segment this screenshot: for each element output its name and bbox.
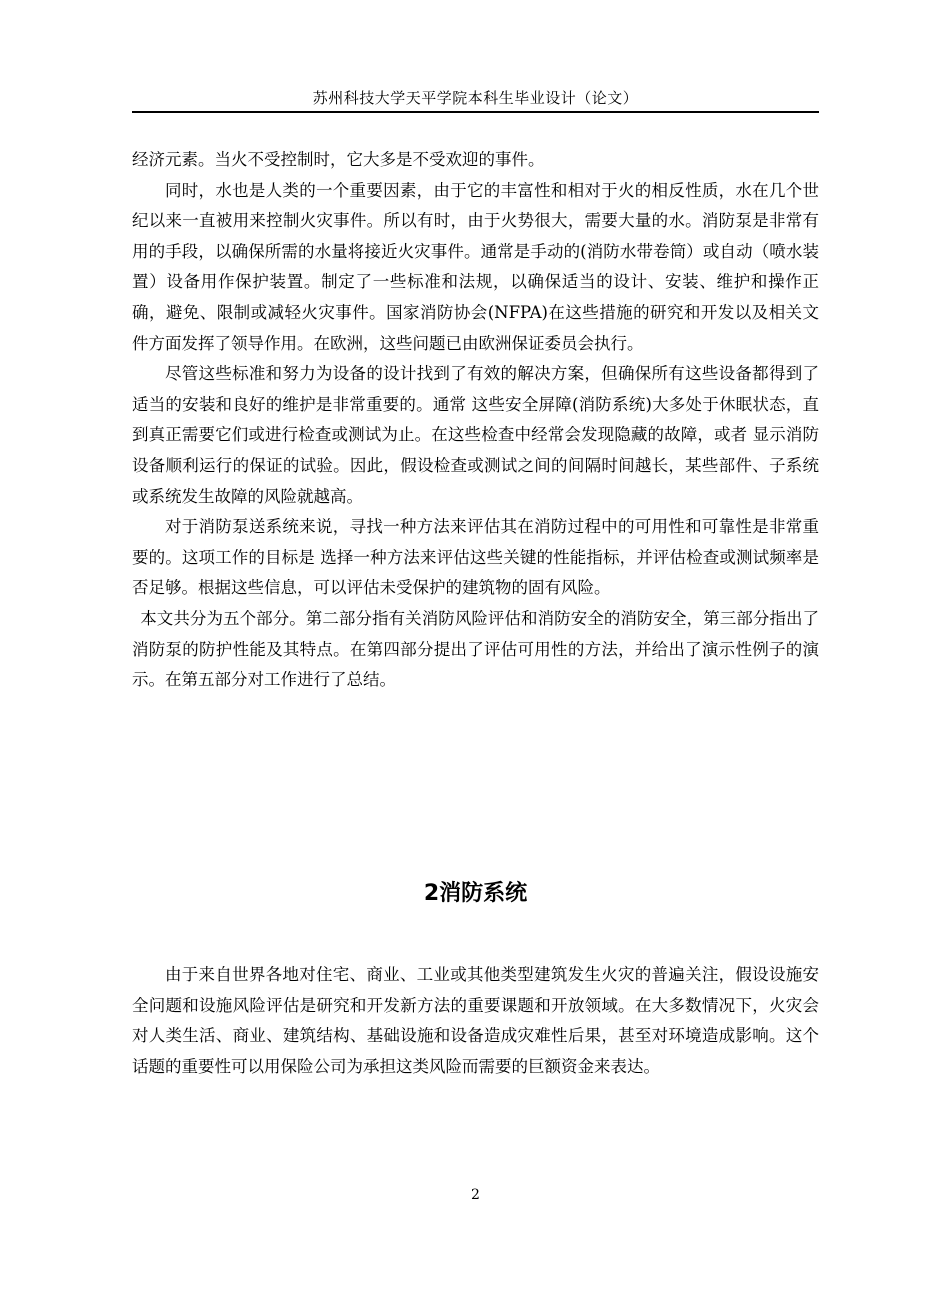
page-header: 苏州科技大学天平学院本科生毕业设计（论文） [312,89,639,107]
body-text [132,145,819,696]
paragraph-outline: 本文共分为五个部分。第二部分指有关消防风险评估和消防安全的消防安全，第三部分指出了消防泵的防护性能及其特点。在第四部分提出了评估可用性的方法，并给出了演示性例子的演示。在第五部分对工作进行了总结。 [132,608,819,690]
paragraph-fire-concern: 由于来自世界各地对住宅、商业、工业或其他类型建筑发生火灾的普遍关注，假设设施安全问题和设施风险评估是研究和开发新方法的重要课题和开放领域。在大多数情况下，火灾会对人类生活、商业、建筑结构、基础设施和设备造成灾难性后果，甚至对环境造成影响。这个话题的重要性可以用保险公司为承担这类风险而需要的巨额资金来表达。 [132,965,819,1076]
section-heading: 2消防系统 [423,881,528,906]
paragraph-water: 同时，水也是人类的一个重要因素，由于它的丰富性和相对于火的相反性质，水在几个世纪以来一直被用来控制火灾事件。所以有时，由于火势很大，需要大量的水。消防泵是非常有用的手段，以确保所需的水量将接近火灾事件。通常是手动的(消防水带卷筒）或自动（喷水装置）设备用作保护装置。制定了一些标准和法规，以确保适当的设计、安装、维护和操作正确，避免、限制或减轻火灾事件。国家消防协会(NFPA)在这些措施的研究和开发以及相关文件方面发挥了领导作用。在欧洲，这些问题已由欧洲保证委员会执行。 [132,180,819,353]
paragraph-fire-pumping: 对于消防泵送系统来说，寻找一种方法来评估其在消防过程中的可用性和可靠性是非常重要的。这项工作的目标是 选择一种方法来评估这些关键的性能指标，并评估检查或测试频率是否足够。根据这些信息，可以评估未受保护的建筑物的固有风险。 [132,517,819,598]
header-rule [132,111,819,113]
paragraph-continuation: 经济元素。当火不受控制时，它大多是不受欢迎的事件。 [132,150,545,169]
page-number: 2 [471,1187,480,1203]
paragraph-standards: 尽管这些标准和努力为设备的设计找到了有效的解决方案，但确保所有这些设备都得到了适当的安装和良好的维护是非常重要的。通常 这些安全屏障(消防系统)大多处于休眠状态，直到真正需要它们或进行检查或测试为止。在这些检查中经常会发现隐藏的故障，或者 显示消防设备顺利运行的保证的试验。因此，假设检查或测试之间的间隔时间越长，某些部件、子系统或系统发生故障的风险就越高。 [132,364,819,506]
section-body [132,960,819,1082]
